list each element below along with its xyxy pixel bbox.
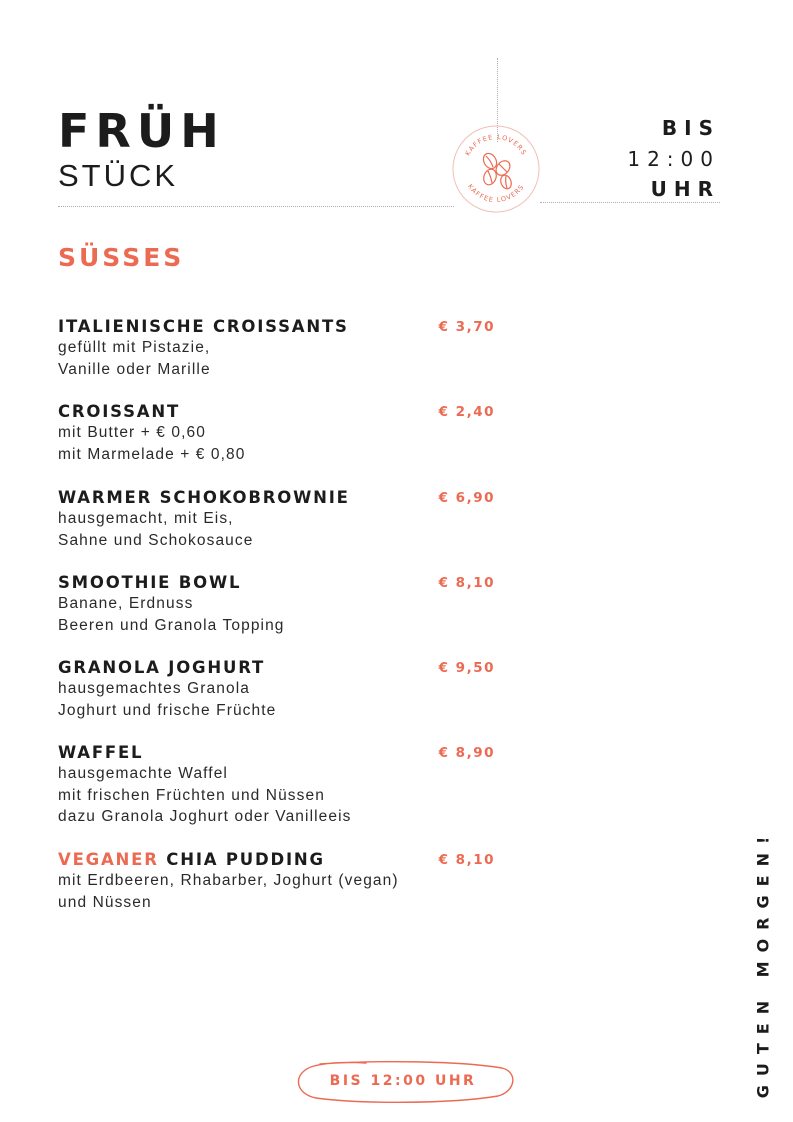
menu-item-description	[58, 763, 498, 828]
description-line: Sahne und Schokosauce	[58, 531, 254, 549]
menu-item-name: GRANOLA JOGHURT	[58, 658, 266, 677]
menu-item-name: SMOOTHIE BOWL	[58, 573, 242, 592]
menu-item-name: WARMER SCHOKOBROWNIE	[58, 488, 350, 507]
description-line: mit Marmelade + € 0,80	[58, 445, 246, 463]
description-line: Banane, Erdnuss	[58, 595, 194, 612]
description-line: Beeren und Granola Topping	[58, 616, 285, 634]
menu-item-price: € 6,90	[438, 490, 495, 506]
hours-line-3: UHR	[650, 177, 720, 201]
kaffee-lovers-logo	[451, 124, 541, 214]
description-line: Vanille oder Marille	[58, 360, 211, 378]
menu-item-description	[58, 422, 498, 465]
menu-item-name	[58, 850, 498, 870]
description-line: und Nüssen	[58, 893, 152, 911]
page-subtitle: STÜCK	[58, 158, 179, 193]
side-greeting-text: GUTEN MORGEN!	[753, 827, 773, 1099]
menu-item-name: CROISSANT	[58, 402, 181, 421]
menu-item	[58, 402, 498, 465]
menu-item	[58, 658, 498, 721]
menu-item-name: WAFFEL	[58, 743, 144, 762]
description-line: mit frischen Früchten und Nüssen	[58, 786, 325, 804]
menu-item-price: € 2,40	[438, 404, 495, 420]
menu-item	[58, 488, 498, 551]
menu-item	[58, 743, 498, 828]
menu-item-name: ITALIENISCHE CROISSANTS	[58, 317, 349, 336]
coffee-beans-icon	[481, 151, 513, 190]
menu-item-description	[58, 870, 498, 913]
svg-text:KAFFEE LOVERS: KAFFEE LOVERS	[463, 132, 529, 158]
menu-item-price: € 8,10	[438, 575, 495, 591]
menu-item	[58, 573, 498, 636]
footer-hours: BIS 12:00 UHR	[329, 1073, 477, 1089]
description-line: hausgemachtes Granola	[58, 680, 250, 697]
section-title: SÜSSES	[58, 243, 185, 272]
description-line: mit Butter + € 0,60	[58, 424, 206, 441]
description-line: mit Erdbeeren, Rhabarber, Joghurt (vegan)	[58, 872, 399, 889]
description-line: hausgemacht, mit Eis,	[58, 510, 234, 527]
menu-item-description	[58, 593, 498, 636]
hours-line-2: 12:00	[627, 146, 720, 171]
vegan-label: VEGANER	[58, 850, 159, 869]
description-line: hausgemachte Waffel	[58, 765, 228, 782]
menu-item	[58, 317, 498, 380]
menu-item-price: € 3,70	[438, 319, 495, 335]
description-line: Joghurt und frische Früchte	[58, 701, 277, 719]
description-line: gefüllt mit Pistazie,	[58, 339, 211, 356]
opening-hours	[627, 113, 720, 205]
hours-line-1: BIS	[661, 116, 720, 140]
menu-item-price: € 8,90	[438, 745, 495, 761]
menu-item-description	[58, 337, 498, 380]
description-line: dazu Granola Joghurt oder Vanilleeis	[58, 808, 352, 825]
page-title: FRÜH	[58, 104, 225, 158]
menu-item	[58, 850, 498, 913]
menu-item-price: € 8,10	[438, 852, 495, 868]
svg-text:KAFFEE LOVERS: KAFFEE LOVERS	[466, 182, 526, 205]
menu-item-price: € 9,50	[438, 660, 495, 676]
menu-item-description	[58, 678, 498, 721]
divider-left	[58, 206, 454, 207]
menu-item-description	[58, 508, 498, 551]
menu-item-name-text: CHIA PUDDING	[158, 850, 325, 869]
